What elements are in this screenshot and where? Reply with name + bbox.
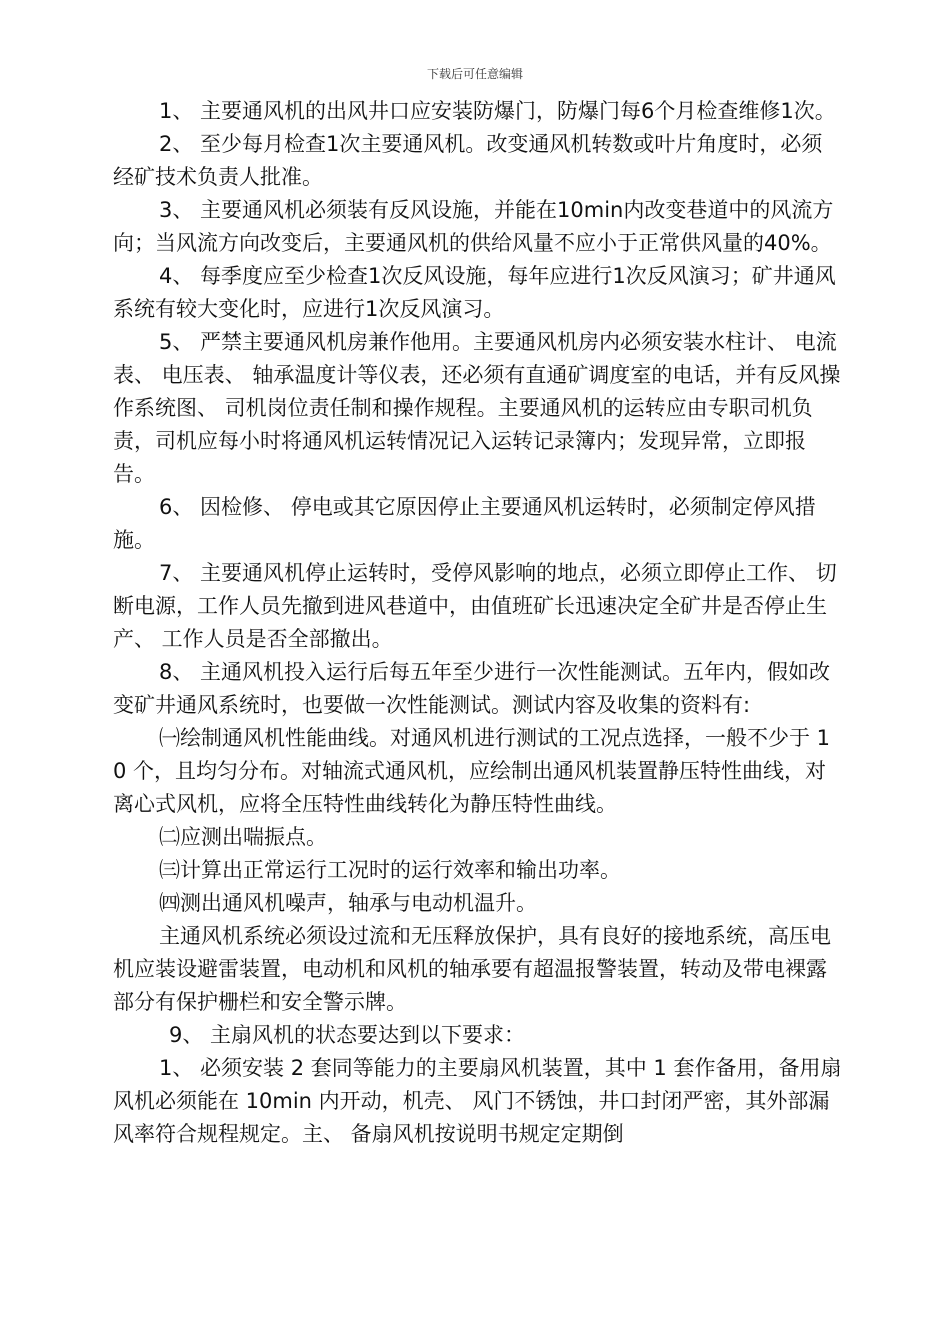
paragraph-8: 8、 主通风机投入运行后每五年至少进行一次性能测试。五年内，假如改变矿井通风系统时，也要做一次性能测试。测试内容及收集的资料有: (113, 660, 831, 717)
sub-item-3: ㈢计算出正常运行工况时的运行效率和输出功率。 (159, 858, 621, 882)
page-header: 下载后可任意编辑 (426, 67, 523, 81)
sub-item-1: ㈠绘制通风机性能曲线。对通风机进行测试的工况点选择，一般不少于 10 个，且均匀分布。对轴流式通风机，应绘制出通风机装置静压特性曲线，对离心式风机，应将全压特性曲线转化为静压特性曲线。 (113, 726, 831, 816)
paragraph-6: 6、 因检修、 停电或其它原因停止主要通风机运转时，必须制定停风措施。 (113, 495, 816, 552)
paragraph-5: 5、 严禁主要通风机房兼作他用。主要通风机房内必须安装水柱计、 电流表、 电压表、 轴承温度计等仪表，还必须有直通矿调度室的电话，并有反风操作系统图、 司机岗位责任制和操作规程。主要通风机的运转应由专职司机负责，司机应每小时将通风机运转情况记入运转记录簿内；发现异常，立即报告。 (113, 330, 841, 486)
paragraph-7: 7、 主要通风机停止运转时，受停风影响的地点，必须立即停止工作、 切断电源，工作人员先撤到进风巷道中，由值班矿长迅速决定全矿井是否停止生产、 工作人员是否全部撤出。 (113, 561, 837, 651)
requirement-1: 1、 必须安装 2 套同等能力的主要扇风机装置，其中 1 套作备用，备用扇风机必须能在 10min 内开动，机壳、 风门不锈蚀，井口封闭严密，其外部漏风率符合规程规定。主、 备扇风机按说明书规定定期倒 (113, 1056, 842, 1146)
paragraph-4: 4、 每季度应至少检查1次反风设施，每年应进行1次反风演习；矿井通风系统有较大变化时，应进行1次反风演习。 (113, 264, 836, 321)
sub-item-2: ㈡应测出喘振点。 (159, 825, 327, 849)
paragraph-1: 1、 主要通风机的出风井口应安装防爆门，防爆门每6个月检查维修1次。 (159, 99, 836, 123)
document-body (113, 95, 843, 1151)
paragraph-3: 3、 主要通风机必须装有反风设施，并能在10min内改变巷道中的风流方向；当风流方向改变后，主要通风机的供给风量不应小于正常供风量的40%。 (113, 198, 834, 255)
paragraph-2: 2、 至少每月检查1次主要通风机。改变通风机转数或叶片角度时，必须经矿技术负责人批准。 (113, 132, 823, 189)
paragraph-9: 9、 主扇风机的状态要达到以下要求： (169, 1023, 526, 1047)
sub-item-4: ㈣测出通风机噪声，轴承与电动机温升。 (159, 891, 537, 915)
protection-paragraph: 主通风机系统必须设过流和无压释放保护，具有良好的接地系统，高压电机应装设避雷装置，电动机和风机的轴承要有超温报警装置，转动及带电裸露部分有保护栅栏和安全警示牌。 (113, 924, 831, 1014)
